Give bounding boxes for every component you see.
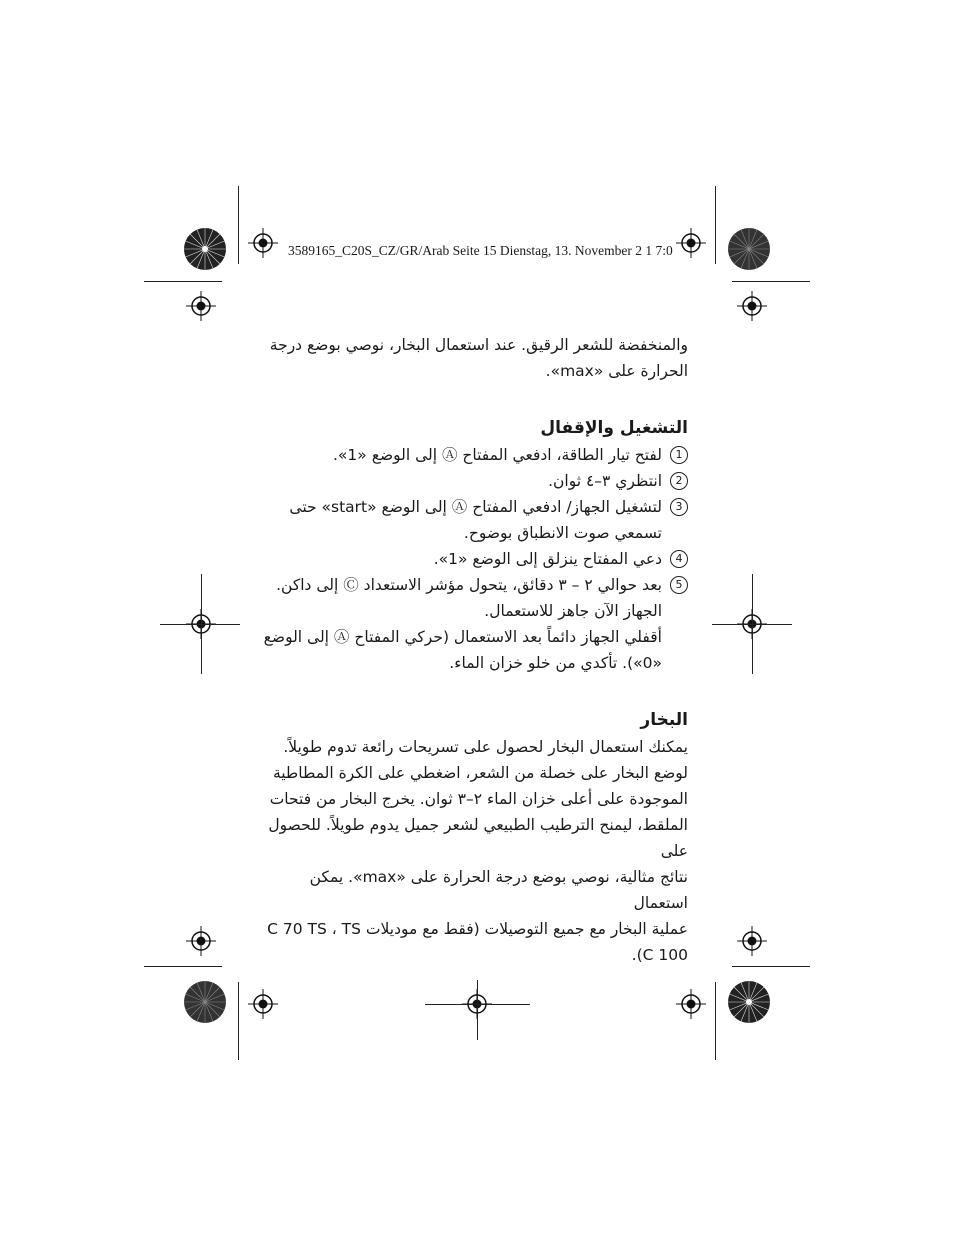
step-text: أقفلي الجهاز دائماً بعد الاستعمال (حركي المفتاح Ⓐ إلى الوضع [263,628,662,646]
crop-line [144,281,222,282]
registration-mark-icon [676,228,706,258]
steam-line: الملقط، ليمنح الترطيب الطبيعي لشعر جميل يدوم طويلاً. للحصول على [268,816,688,860]
crop-line [715,186,716,264]
crop-line [477,980,478,1040]
step-number: 5 [670,576,688,594]
steam-line: C 100). [631,946,688,964]
section-title-operation: التشغيل والإقفال [540,418,688,438]
steam-line: عملية البخار مع جميع التوصيلات (فقط مع موديلات C 70 TS ، TS [267,920,688,938]
step-text: بعد حوالي ٢ – ٣ دقائق، يتحول مؤشر الاستعداد Ⓒ إلى داكن. [276,576,662,594]
crop-line [715,982,716,1060]
step-number: 4 [670,550,688,568]
step-text: الجهاز الآن جاهز للاستعمال. [484,602,662,620]
step-text: تسمعي صوت الانطباق بوضوح. [463,524,662,542]
list-item [262,546,688,572]
registration-mark-icon [186,926,216,956]
registration-mark-icon [248,989,278,1019]
crop-line [238,186,239,264]
step-number: 3 [670,498,688,516]
page-content [262,332,688,968]
intro-line: الحرارة على «max». [545,362,688,380]
section-title-steam: البخار [640,710,688,730]
step-number: 1 [670,446,688,464]
crop-line [238,982,239,1060]
crop-line [160,624,240,625]
intro-line: والمنخفضة للشعر الرقيق. عند استعمال البخار، نوصي بوضع درجة [269,336,688,354]
registration-mark-icon [737,291,767,321]
crop-line [752,574,753,674]
starburst-target-icon [727,980,771,1024]
list-item [262,494,688,546]
steam-line: الموجودة على أعلى خزان الماء ٢–٣ ثوان. يخرج البخار من فتحات [269,790,688,808]
crop-line [732,966,810,967]
step-text: «0»). تأكدي من خلو خزان الماء. [449,654,662,672]
crop-line [144,966,222,967]
list-item [262,468,688,494]
step-text: انتظري ٣–٤ ثوان. [548,472,662,490]
steam-line: يمكنك استعمال البخار لحصول على تسريحات رائعة تدوم طويلاً. [283,738,688,756]
step-text: لفتح تيار الطاقة، ادفعي المفتاح Ⓐ إلى الوضع «1». [332,446,662,464]
step-text: لتشغيل الجهاز/ ادفعي المفتاح Ⓐ إلى الوضع «start» حتى [289,498,662,516]
print-slug-header: 3589165_C20S_CZ/GR/Arab Seite 15 Dienstag, 13. November 2 1 7:0 [288,243,673,258]
list-item [262,442,688,468]
starburst-target-icon [183,980,227,1024]
steam-line: نتائج مثالية، نوصي بوضع درجة الحرارة على «max». يمكن استعمال [309,868,688,912]
starburst-target-icon [727,227,771,271]
starburst-target-icon [183,227,227,271]
step-text: دعي المفتاح ينزلق إلى الوضع «1». [433,550,662,568]
registration-mark-icon [248,228,278,258]
crop-line [201,574,202,674]
steam-line: لوضع البخار على خصلة من الشعر، اضغطي على الكرة المطاطية [272,764,688,782]
list-item [262,572,688,676]
registration-mark-icon [676,989,706,1019]
crop-line [732,281,810,282]
step-number: 2 [670,472,688,490]
registration-mark-icon [737,926,767,956]
registration-mark-icon [186,291,216,321]
